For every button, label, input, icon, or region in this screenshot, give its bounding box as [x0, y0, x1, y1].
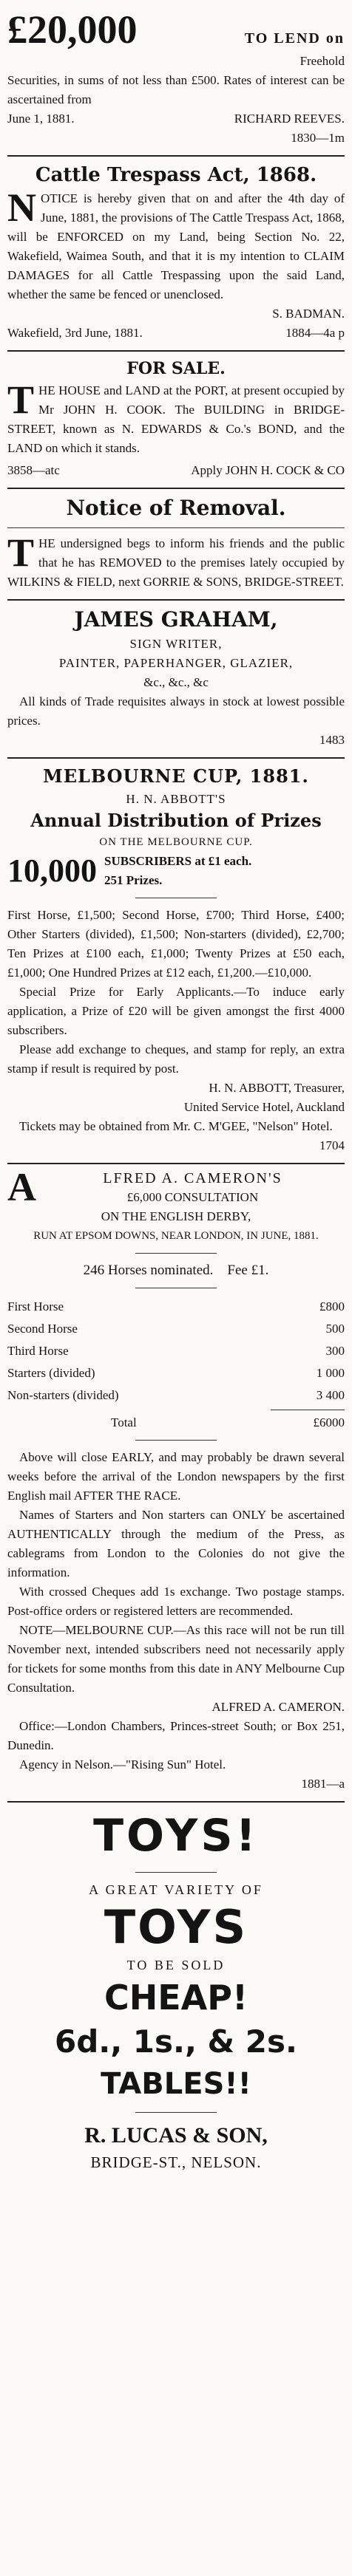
cup-ref: 1704: [319, 1138, 345, 1152]
cup-club: United Service Hotel, Auckland: [183, 1100, 345, 1114]
cameron-title: LFRED A. CAMERON'S: [103, 1170, 282, 1186]
ad-melbourne-cup: [7, 759, 345, 1163]
prize-label: Starters (divided): [7, 1366, 95, 1380]
cup-please: Please add exchange to cheques, and stamp for reply, an extra stamp if result is required by post.: [7, 1042, 345, 1076]
graham-body: All kinds of Trade requisites always in stock at lowest possible prices.: [7, 694, 345, 728]
prize-row: [7, 1384, 345, 1407]
prize-amount: 500: [325, 1322, 345, 1336]
cameron-office: Office:—London Chambers, Princes-street South; or Box 251, Dunedin.: [7, 1719, 345, 1752]
ad-cameron-consultation: [7, 1164, 345, 1801]
ad-james-graham: [7, 601, 345, 757]
prize-row: [7, 1318, 345, 1340]
cameron-run: RUN AT EPSOM DOWNS, NEAR LONDON, IN JUNE, 1881.: [33, 1230, 319, 1242]
cameron-sub: £6,000 CONSULTATION: [126, 1190, 259, 1204]
cameron-p2: Names of Starters and Non starters can ONLY be ascertained AUTHENTICALLY through the medium of the Press, as cablegrams from London to the Colonies do not give the information.: [7, 1508, 345, 1579]
cameron-agency: Agency in Nelson.—"Rising Sun" Hotel.: [19, 1757, 226, 1772]
ad-toys: [7, 1803, 345, 2181]
graham-title: JAMES GRAHAM,: [74, 607, 278, 632]
sale-ref: 3858—atc: [7, 463, 60, 477]
toys-cheap: CHEAP!: [104, 1978, 248, 2018]
toys-tables: TABLES!!: [101, 2067, 251, 2101]
cameron-p3: With crossed Cheques add 1s exchange. Two postage stamps. Post-office orders or registered letters are recommended.: [7, 1585, 345, 1618]
cup-body: First Horse, £1,500; Second Horse, £700; Third Horse, £400; Other Starters (divided), £1,500; Non-starters (divided), £2,700; Ten Prizes at £100 each, £1,000; Twenty Prizes at £50 each, £1,000; One Hundred Prizes at £12 each, £1,200.—£10,000.: [7, 908, 345, 980]
cattle-date: Wakefield, 3rd June, 1881.: [7, 326, 143, 340]
cameron-total: £6000: [313, 1415, 345, 1429]
divider: [135, 1440, 217, 1441]
ad-for-sale: [7, 352, 345, 488]
toys-word: TOYS: [104, 1900, 248, 1954]
ad-cattle-trespass: [7, 157, 345, 350]
prize-row: [7, 1362, 345, 1384]
sale-dropcap: T: [7, 377, 35, 422]
divider: [135, 2112, 217, 2113]
cup-count-row: [7, 852, 345, 890]
cup-count-detail: [104, 852, 251, 890]
cameron-prize-table: [7, 1296, 345, 1407]
ad-removal: [7, 489, 345, 599]
prize-row: [7, 1340, 345, 1362]
cattle-body: OTICE is hereby given that on and after the 4th day of June, 1881, the provisions of The Cattle Trespass Act, 1868, will be ENFORCED on my Land, being Section No. 22, Wakefield, Waimea South, and that it is my intention to CLAIM DAMAGES for all Cattle Trespassing upon the said Land, whether the same be fenced or unenclosed.: [7, 191, 345, 301]
cattle-title: Cattle Trespass Act, 1868.: [35, 164, 317, 186]
loan-lead: TO LEND on: [244, 30, 345, 47]
cattle-dropcap: N: [7, 185, 36, 230]
toys-firm: R. LUCAS & SON,: [84, 2123, 268, 2148]
toys-title: TOYS!: [93, 1810, 259, 1862]
sale-footer: [7, 461, 345, 480]
removal-body: HE undersigned begs to inform his friends and the public that he has REMOVED to the premises lately occupied by WILKINS & FIELD, next GORRIE & SONS, BRIDGE-STREET.: [7, 536, 345, 589]
prize-amount: £800: [319, 1299, 345, 1313]
cup-prizes: 251 Prizes.: [104, 873, 163, 887]
prize-amount: 1 000: [316, 1366, 345, 1380]
cameron-signature: ALFRED A. CAMERON.: [211, 1700, 345, 1714]
cameron-p4: NOTE—MELBOURNE CUP.—As this race will not be run till November next, intended subscribers need not necessarily apply for tickets for some months from this date in ANY Melbourne Cup Consultation.: [7, 1623, 345, 1695]
cup-signature: H. N. ABBOTT, Treasurer,: [209, 1081, 345, 1095]
divider: [135, 1253, 217, 1254]
cameron-ref: 1881—a: [301, 1777, 345, 1791]
cameron-on: ON THE ENGLISH DERBY,: [101, 1209, 251, 1223]
graham-trades: PAINTER, PAPERHANGER, GLAZIER,: [58, 656, 294, 670]
graham-etc: &c., &c., &c: [143, 675, 209, 689]
sale-apply: Apply JOHN H. COCK & CO: [191, 463, 345, 477]
toys-sold: TO BE SOLD: [126, 1958, 226, 1972]
cup-special: Special Prize for Early Applicants.—To induce early application, a Prize of £20 will be given amongst the first 4000 subscribers.: [7, 985, 345, 1037]
cup-name: H. N. ABBOTT'S: [126, 792, 226, 806]
loan-amount: £20,000: [7, 7, 138, 52]
prize-row: [7, 1296, 345, 1318]
cup-count: 10,000: [7, 853, 97, 889]
prize-amount: 300: [325, 1344, 345, 1358]
removal-dropcap: T: [7, 530, 35, 575]
toys-address: BRIDGE-ST., NELSON.: [90, 2153, 262, 2171]
prize-amount: 3 400: [316, 1388, 345, 1402]
cameron-total-label: Total: [111, 1415, 137, 1429]
cup-title: MELBOURNE CUP, 1881.: [43, 765, 309, 787]
cup-on: ON THE MELBOURNE CUP.: [99, 836, 253, 848]
cup-subs: SUBSCRIBERS at £1 each.: [104, 854, 252, 868]
prize-label: Second Horse: [7, 1322, 78, 1336]
cattle-ref: 1884—4a p: [285, 326, 345, 340]
cattle-footer: [7, 324, 345, 343]
graham-ref: 1483: [319, 733, 345, 747]
removal-title: Notice of Removal.: [66, 496, 286, 520]
cameron-dropcap: A: [7, 1165, 36, 1209]
loan-ref: 1830—1m: [291, 131, 345, 145]
cameron-nominated-row: [7, 1261, 345, 1280]
loan-heading: [7, 7, 345, 52]
prize-label: Third Horse: [7, 1344, 69, 1358]
divider: [7, 527, 345, 528]
cup-headline: Annual Distribution of Prizes: [30, 810, 322, 831]
cup-tickets: Tickets may be obtained from Mr. C. M'GEE, "Nelson" Hotel.: [19, 1119, 333, 1133]
loan-name: RICHARD REEVES.: [234, 112, 345, 126]
loan-freehold: Freehold: [299, 54, 345, 68]
loan-date: June 1, 1881.: [7, 112, 75, 126]
cameron-heading: [7, 1165, 345, 1246]
cattle-signature: S. BADMAN.: [272, 307, 345, 321]
prize-label: First Horse: [7, 1299, 64, 1313]
cameron-nominated: 246 Horses nominated.: [83, 1263, 214, 1278]
prize-label: Non-starters (divided): [7, 1388, 119, 1402]
sale-body: HE HOUSE and LAND at the PORT, at present occupied by Mr JOHN H. COOK. The BUILDING in BRIDGE-STREET, known as N. EDWARDS & Co.'s BOND, and the LAND on which it stands.: [7, 383, 345, 455]
cameron-fee: Fee £1.: [227, 1263, 269, 1278]
divider: [135, 1872, 217, 1873]
ad-loan: [7, 3, 345, 155]
cameron-p1: Above will close EARLY, and may probably be drawn several weeks before the arrival of the London newspapers by the first English mail AFTER THE RACE.: [7, 1450, 345, 1503]
loan-body: Securities, in sums of not less than £500. Rates of interest can be ascertained from: [7, 73, 345, 106]
toys-variety: A GREAT VARIETY OF: [89, 1882, 263, 1897]
graham-sub: SIGN WRITER,: [129, 637, 223, 651]
cameron-total-row: [7, 1413, 345, 1432]
toys-prices: 6d., 1s., & 2s.: [54, 2023, 297, 2060]
loan-footer: [7, 109, 345, 129]
sale-title: FOR SALE.: [126, 359, 226, 378]
